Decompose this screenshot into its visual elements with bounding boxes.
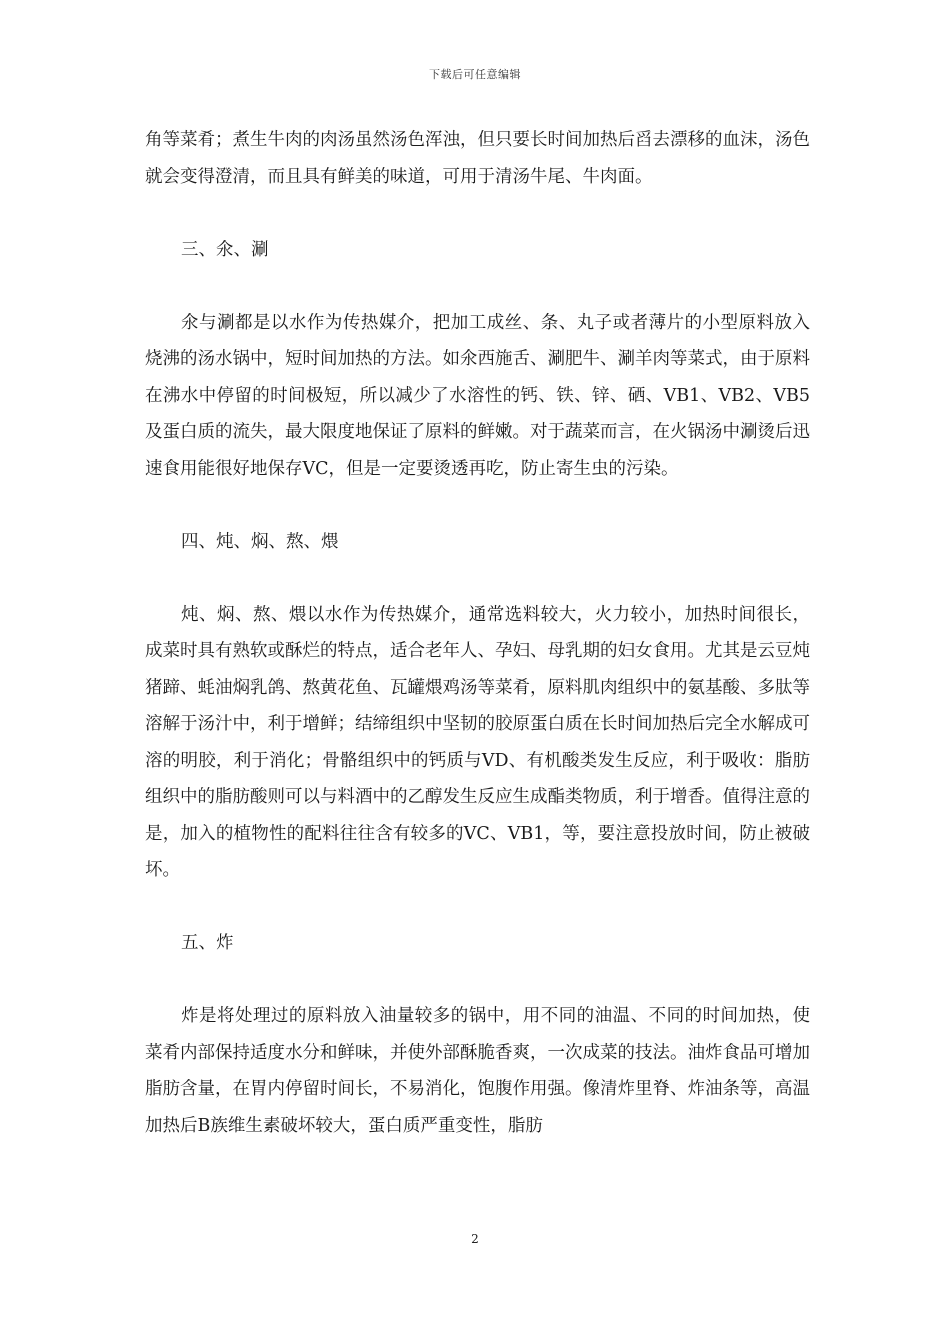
section-heading-3: 三、氽、涮	[181, 239, 269, 260]
paragraph-section-3: 氽与涮都是以水作为传热媒介，把加工成丝、条、丸子或者薄片的小型原料放入烧沸的汤水锅中，短时间加热的方法。如氽西施舌、涮肥牛、涮羊肉等菜式，由于原料在沸水中停留的时间极短，所以减少了水溶性的钙、铁、锌、硒、VB1、VB2、VB5及蛋白质的流失，最大限度地保证了原料的鲜嫩。对于蔬菜而言，在火锅汤中涮烫后迅速食用能很好地保存VC，但是一定要烫透再吃，防止寄生虫的污染。	[145, 312, 810, 479]
spacer	[145, 268, 810, 305]
page-header: 下载后可任意编辑	[429, 68, 521, 81]
section-heading-4: 四、炖、焖、熬、煨	[181, 531, 339, 552]
spacer	[145, 195, 810, 232]
section-heading-5: 五、炸	[181, 933, 234, 953]
paragraph-section-4: 炖、焖、熬、煨以水作为传热媒介，通常选料较大，火力较小，加热时间很长，成菜时具有熟软或酥烂的特点，适合老年人、孕妇、母乳期的妇女食用。尤其是云豆炖猪蹄、蚝油焖乳鸽、熬黄花鱼、瓦罐煨鸡汤等菜肴，原料肌肉组织中的氨基酸、多肽等溶解于汤汁中，利于增鲜；结缔组织中坚韧的胶原蛋白质在长时间加热后完全水解成可溶的明胶，利于消化；骨骼组织中的钙质与VD、有机酸类发生反应，利于吸收：脂肪组织中的脂肪酸则可以与料酒中的乙醇发生反应生成酯类物质，利于增香。值得注意的是，加入的植物性的配料往往含有较多的VC、VB1，等，要注意投放时间，防止被破坏。	[145, 604, 810, 880]
spacer	[145, 962, 810, 999]
spacer	[145, 487, 810, 524]
paragraph-section-5: 炸是将处理过的原料放入油量较多的锅中，用不同的油温、不同的时间加热，使菜肴内部保持适度水分和鲜味，并使外部酥脆香爽，一次成菜的技法。油炸食品可增加脂肪含量，在胃内停留时间长，不易消化，饱腹作用强。像清炸里脊、炸油条等，高温加热后B族维生素破坏较大，蛋白质严重变性，脂肪	[145, 1006, 810, 1136]
document-body	[145, 122, 810, 1144]
paragraph-intro: 角等菜肴；煮生牛肉的肉汤虽然汤色浑浊，但只要长时间加热后舀去漂移的血沫，汤色就会变得澄清，而且具有鲜美的味道，可用于清汤牛尾、牛肉面。	[145, 130, 810, 187]
spacer	[145, 560, 810, 597]
spacer	[145, 889, 810, 926]
page-number: 2	[471, 1232, 479, 1246]
